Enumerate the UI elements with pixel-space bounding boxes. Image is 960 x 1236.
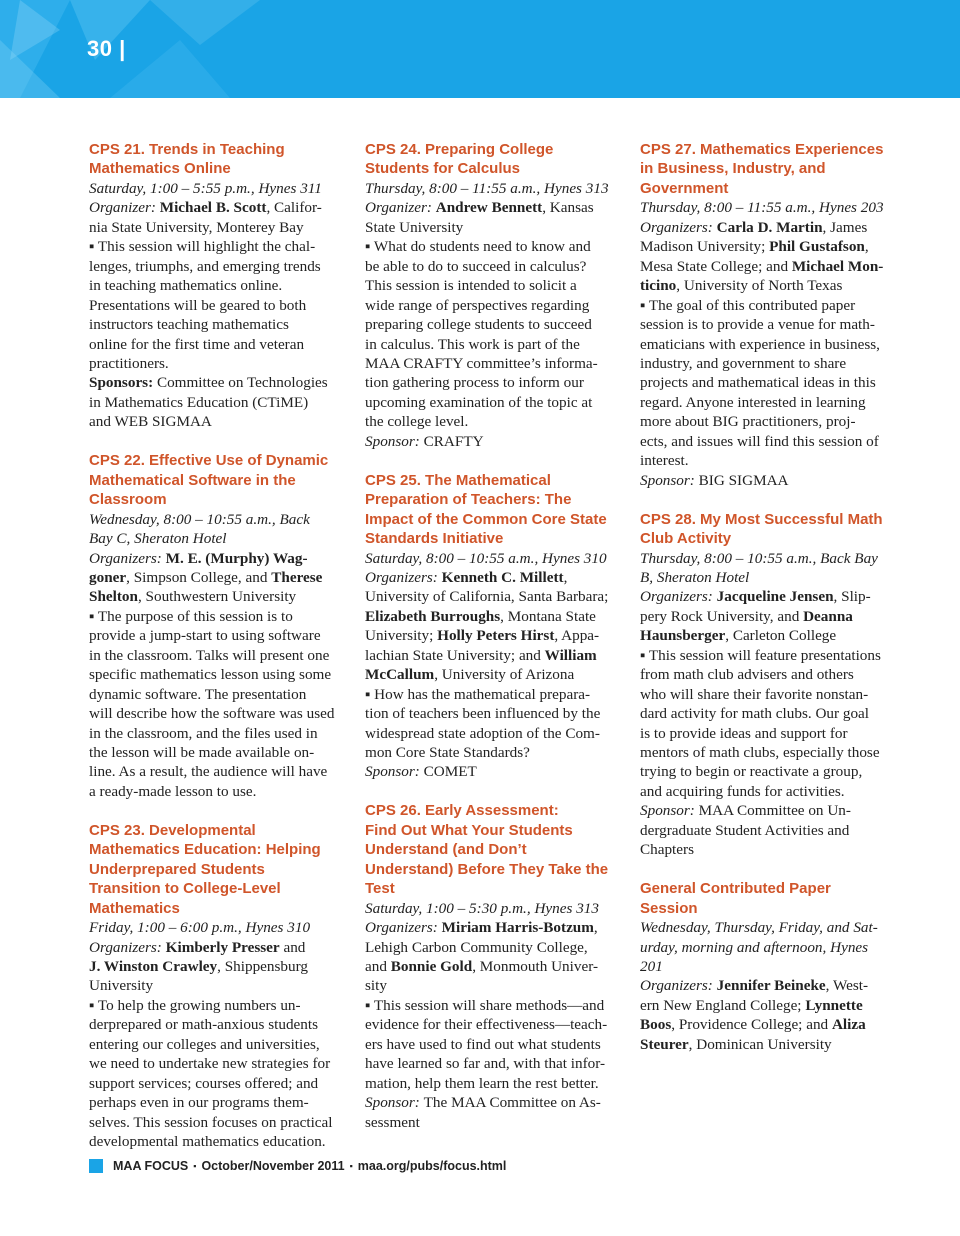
session-description-line: interest.	[640, 452, 689, 470]
sponsor-line	[640, 840, 900, 859]
organizer-affiliation: , Appa-	[554, 627, 600, 645]
session-description-line: perhaps even in our programs them-	[89, 1094, 309, 1112]
organizer-label: Organizers:	[89, 938, 166, 956]
column-3	[640, 140, 900, 1074]
session-time-location: Wednesday, Thursday, Friday, and Sat-	[640, 919, 878, 937]
organizer-name: goner	[89, 568, 127, 586]
session-description-line: selves. This session focuses on practical	[89, 1113, 333, 1131]
session-description-line: will describe how the software was used	[89, 705, 335, 723]
session-description-line: the college level.	[365, 413, 469, 431]
session-description-line: This session is intended to solicit a	[365, 277, 577, 295]
organizer-affiliation: Madison University;	[640, 238, 770, 256]
session-description-line: ematicians with experience in business,	[640, 335, 880, 353]
organizer-name: William	[544, 646, 597, 664]
session-title-line: CPS 25. The Mathematical	[365, 471, 551, 489]
footer-separator: ▪	[349, 1161, 353, 1171]
sponsor-line	[365, 1093, 625, 1112]
session-description-line: lenges, triumphs, and emerging trends	[89, 257, 321, 275]
session-block	[89, 821, 349, 1152]
session-description-line: ▪ The purpose of this session is to	[89, 607, 293, 625]
organizer-line	[640, 257, 900, 276]
session-title-line: CPS 26. Early Assessment:	[365, 802, 559, 820]
sponsor-name: CRAFTY	[423, 432, 484, 450]
organizer-line	[640, 976, 900, 995]
organizer-name: Haunsberger	[640, 627, 726, 645]
session-title-line: Impact of the Common Core State	[365, 510, 607, 528]
session-time-location: urday, morning and afternoon, Hynes	[640, 938, 869, 956]
session-block	[365, 801, 625, 1132]
page-number: 30 |	[87, 36, 126, 61]
session-title-line: CPS 24. Preparing College	[365, 141, 554, 158]
sponsor-line	[365, 762, 625, 781]
session-title-line: Preparation of Teachers: The	[365, 491, 572, 509]
session-title-line: Mathematics	[89, 899, 180, 917]
session-description-line: more about BIG practitioners, proj-	[640, 413, 856, 431]
organizer-line	[365, 568, 625, 587]
session-description-line: practitioners.	[89, 354, 169, 372]
organizer-affiliation: Lehigh Carbon Community College,	[365, 938, 588, 956]
organizer-line	[365, 938, 625, 957]
session-time-location: B, Sheraton Hotel	[640, 568, 750, 586]
organizer-affiliation: ,	[864, 238, 869, 256]
organizer-affiliation: , Carleton College	[725, 627, 837, 645]
footer-date: October/November 2011	[201, 1159, 345, 1173]
session-title-line: Government	[640, 179, 729, 197]
organizer-affiliation: , Dominican University	[688, 1035, 832, 1053]
organizer-line	[89, 198, 349, 217]
session-description-line: a ready-made lesson to use.	[89, 782, 257, 800]
session-description-line: session is to provide a venue for math-	[640, 316, 875, 334]
sponsor-name: and WEB SIGMAA	[89, 413, 212, 431]
sponsor-name: COMET	[423, 763, 477, 781]
session-title-line: Understand (and Don’t	[365, 841, 527, 859]
organizer-line	[640, 218, 900, 237]
organizer-name: Bonnie Gold	[390, 958, 473, 975]
session-time-location: 201	[640, 958, 663, 975]
session-description-line: industry, and government to share	[640, 354, 847, 372]
sponsor-name: The MAA Committee on As-	[423, 1094, 601, 1112]
session-block	[640, 140, 900, 490]
page-header-band	[0, 0, 960, 98]
sponsor-line	[89, 393, 349, 412]
organizer-line	[640, 1035, 900, 1054]
session-description-line: projects and mathematical ideas in this	[640, 374, 876, 392]
session-title-line: Mathematics Online	[89, 160, 231, 178]
session-description-line: who will share their favorite nonstan-	[640, 685, 869, 703]
organizer-affiliation: , University of Arizona	[434, 666, 575, 684]
session-description-line: entering our colleges and universities,	[89, 1035, 320, 1053]
sponsor-name: MAA Committee on Un-	[698, 802, 851, 820]
session-description-line: developmental mathematics education.	[89, 1133, 326, 1151]
session-description-line: in the classroom. Talks will present one	[89, 646, 330, 664]
session-description-line: MAA CRAFTY committee’s informa-	[365, 354, 598, 372]
organizer-label: Organizer:	[89, 199, 160, 217]
organizer-affiliation: Mesa State College; and	[640, 257, 792, 275]
organizer-affiliation: ,	[593, 919, 598, 937]
sponsor-name: Chapters	[640, 841, 694, 859]
sponsor-line	[365, 1113, 625, 1132]
organizer-line	[365, 626, 625, 645]
footer-url[interactable]: maa.org/pubs/focus.html	[357, 1159, 507, 1173]
session-title-line: Mathematics Education: Helping	[89, 841, 321, 859]
session-description-line: ers have used to find out what students	[365, 1035, 601, 1053]
session-description-line: line. As a result, the audience will have	[89, 763, 328, 781]
organizer-name: Deanna	[803, 607, 853, 625]
session-description-line: derprepared or math-anxious students	[89, 1016, 319, 1034]
organizer-affiliation: University	[89, 977, 154, 995]
session-description-line: dynamic software. The presentation	[89, 685, 307, 703]
session-time-location: Thursday, 8:00 – 11:55 a.m., Hynes 203	[640, 199, 884, 217]
session-block	[365, 471, 625, 782]
session-description-line: upcoming examination of the topic at	[365, 393, 593, 411]
session-description-line: tion gathering process to inform our	[365, 374, 584, 392]
sponsor-label: Sponsor:	[640, 471, 699, 489]
organizer-name: Lynnette	[805, 996, 863, 1014]
session-block	[89, 140, 349, 432]
session-title-line: CPS 22. Effective Use of Dynamic	[89, 452, 329, 470]
organizer-affiliation: , Califor-	[266, 199, 322, 217]
session-description-line: ▪ This session will highlight the chal-	[89, 238, 316, 256]
organizer-affiliation: , West-	[825, 977, 869, 995]
session-description-line: mon Core State Standards?	[365, 744, 530, 762]
session-description-line: Presentations will be geared to both	[89, 296, 307, 314]
organizer-label: Organizers:	[640, 588, 717, 606]
organizer-affiliation: , Southwestern University	[137, 588, 297, 606]
session-title-line: Classroom	[89, 491, 167, 509]
organizer-label: Organizers:	[365, 919, 442, 937]
session-title-line: Understand) Before They Take the	[365, 860, 609, 878]
session-block	[640, 879, 900, 1054]
session-block	[365, 140, 625, 451]
session-description-line: we need to undertake new strategies for	[89, 1055, 331, 1073]
organizer-name: Michael Mon-	[791, 257, 884, 275]
session-description-line: be able to do to succeed in calculus?	[365, 257, 587, 275]
organizer-name: Andrew Bennett	[435, 199, 543, 217]
session-time-location: Saturday, 1:00 – 5:30 p.m., Hynes 313	[365, 899, 599, 917]
sponsor-line	[89, 412, 349, 431]
session-title-line: Students for Calculus	[365, 160, 521, 178]
session-title-line: General Contributed Paper	[640, 880, 831, 898]
session-block	[640, 510, 900, 860]
organizer-label: Organizers:	[89, 549, 166, 567]
page-footer	[89, 1159, 506, 1173]
organizer-affiliation: , Montana State	[500, 607, 596, 625]
sponsor-label: Sponsor:	[365, 763, 424, 781]
session-description-line: mentors of math clubs, especially those	[640, 744, 880, 762]
sponsor-line	[89, 373, 349, 392]
organizer-name: Boos	[640, 1016, 672, 1034]
session-description-line: widespread state adoption of the Com-	[365, 724, 600, 742]
sponsor-name: in Mathematics Education (CTiME)	[89, 393, 309, 411]
sponsor-name: Committee on Technologies	[156, 374, 328, 392]
sponsor-label: Sponsors:	[89, 374, 157, 392]
session-title-line: CPS 28. My Most Successful Math	[640, 510, 883, 528]
session-description-line: in calculus. This work is part of the	[365, 335, 580, 353]
organizer-label: Organizers:	[640, 218, 717, 236]
organizer-affiliation: nia State University, Monterey Bay	[89, 218, 304, 236]
session-description-line: wide range of perspectives regarding	[365, 296, 590, 314]
sponsor-line	[640, 471, 900, 490]
organizer-affiliation: State University	[365, 218, 464, 236]
sponsor-name: BIG SIGMAA	[698, 471, 789, 489]
session-description-line: ▪ The goal of this contributed paper	[640, 296, 856, 314]
session-description-line: in teaching mathematics online.	[89, 277, 283, 295]
organizer-line	[365, 918, 625, 937]
organizer-name: Phil Gustafson	[769, 238, 865, 256]
footer-magazine: MAA FOCUS	[113, 1159, 189, 1173]
column-2	[365, 140, 625, 1152]
session-description-line: instructors teaching mathematics	[89, 316, 289, 334]
session-title-line: Find Out What Your Students	[365, 821, 573, 839]
session-description-line: ▪ What do students need to know and	[365, 238, 591, 256]
session-block	[89, 451, 349, 801]
organizer-name: M. E. (Murphy) Wag-	[165, 549, 308, 567]
organizer-affiliation: , Simpson College, and	[126, 568, 272, 586]
session-description-line: is to provide ideas and support for	[640, 724, 848, 742]
session-title-line: Standards Initiative	[365, 530, 504, 548]
column-1	[89, 140, 349, 1171]
sponsor-label: Sponsor:	[365, 1094, 424, 1112]
organizer-line	[89, 218, 349, 237]
session-description-line: mation, help them learn the rest better.	[365, 1074, 599, 1092]
blue-square-icon	[89, 1159, 103, 1173]
session-time-location: Friday, 1:00 – 6:00 p.m., Hynes 310	[89, 919, 311, 937]
organizer-line	[640, 607, 900, 626]
session-description-line: regard. Anyone interested in learning	[640, 393, 866, 411]
organizer-affiliation: , James	[822, 218, 868, 236]
session-description-line: specific mathematics lesson using some	[89, 666, 332, 684]
organizer-name: Aliza	[831, 1016, 866, 1034]
organizer-affiliation: lachian State University; and	[365, 646, 545, 664]
organizer-name: Michael B. Scott	[159, 199, 267, 217]
organizer-line	[89, 549, 349, 568]
sponsor-line	[640, 821, 900, 840]
organizer-label: Organizer:	[365, 199, 436, 217]
organizer-affiliation: and	[279, 938, 306, 956]
organizer-name: Miriam Harris-Botzum	[441, 919, 594, 937]
footer-separator: ▪	[193, 1161, 197, 1171]
session-description-line: provide a jump-start to using software	[89, 627, 321, 645]
organizer-line	[365, 957, 625, 976]
session-description-line: in the classroom, and the files used in	[89, 724, 318, 742]
session-title-line: CPS 21. Trends in Teaching	[89, 141, 285, 158]
session-description-line: from math club advisers and others	[640, 666, 854, 684]
sponsor-line	[365, 432, 625, 451]
organizer-line	[365, 646, 625, 665]
organizer-name: Holly Peters Hirst	[437, 627, 555, 645]
organizer-line	[365, 587, 625, 606]
organizer-line	[89, 976, 349, 995]
session-description-line: online for the first time and veteran	[89, 335, 305, 353]
session-description-line: ▪ How has the mathematical prepara-	[365, 685, 591, 703]
session-time-location: Thursday, 8:00 – 11:55 a.m., Hynes 313	[365, 179, 609, 197]
organizer-line	[640, 276, 900, 295]
organizer-name: Kimberly Presser	[165, 938, 280, 956]
session-description-line: trying to begin or reactivate a group,	[640, 763, 863, 781]
organizer-affiliation: , Shippensburg	[217, 958, 308, 975]
session-time-location: Thursday, 8:00 – 10:55 a.m., Back Bay	[640, 549, 878, 567]
organizer-line	[365, 665, 625, 684]
session-description-line: have learned so far and, with that infor-	[365, 1055, 606, 1073]
session-description-line: dard activity for math clubs. Our goal	[640, 705, 870, 723]
organizer-line	[89, 568, 349, 587]
session-time-location: Bay C, Sheraton Hotel	[89, 530, 227, 548]
organizer-line	[89, 938, 349, 957]
organizer-affiliation: University;	[365, 627, 438, 645]
session-description-line: and acquiring funds for activities.	[640, 782, 845, 800]
organizer-affiliation: University of California, Santa Barbara;	[365, 588, 609, 606]
organizer-affiliation: , Kansas	[542, 199, 594, 217]
organizer-label: Organizers:	[640, 977, 717, 995]
organizer-affiliation: , University of North Texas	[676, 277, 843, 295]
session-description-line: preparing college students to succeed	[365, 316, 592, 334]
organizer-affiliation: , Slip-	[833, 588, 871, 606]
organizer-affiliation: ,	[563, 568, 568, 586]
organizer-affiliation: sity	[365, 977, 387, 995]
session-description-line: ▪ To help the growing numbers un-	[89, 996, 301, 1014]
session-description-line: support services; courses offered; and	[89, 1074, 319, 1092]
sponsor-name: sessment	[365, 1113, 420, 1131]
organizer-label: Organizers:	[365, 568, 442, 586]
organizer-affiliation: , Providence College; and	[671, 1016, 832, 1034]
session-description-line: tion of teachers been influenced by the	[365, 705, 601, 723]
session-title-line: Underprepared Students	[89, 860, 265, 878]
session-title-line: Club Activity	[640, 530, 732, 548]
organizer-affiliation: , Monmouth Univer-	[472, 958, 599, 975]
organizer-name: Jennifer Beineke	[716, 977, 826, 995]
organizer-name: Steurer	[640, 1035, 689, 1053]
organizer-line	[89, 587, 349, 606]
organizer-affiliation: pery Rock University, and	[640, 607, 804, 625]
organizer-affiliation: ern New England College;	[640, 996, 806, 1014]
session-title-line: CPS 23. Developmental	[89, 821, 256, 839]
session-description-line: the lesson will be made available on-	[89, 744, 315, 762]
session-description-line: ▪ This session will feature presentations	[640, 646, 881, 664]
session-title-line: Test	[365, 880, 395, 898]
geometric-pattern-graphic	[0, 0, 400, 98]
organizer-name: Carla D. Martin	[716, 218, 823, 236]
organizer-name: Kenneth C. Millett	[441, 568, 564, 586]
session-title-line: in Business, Industry, and	[640, 160, 826, 178]
session-description-line: evidence for their effectiveness—teach-	[365, 1016, 608, 1034]
organizer-line	[365, 198, 625, 217]
session-title-line: Transition to College-Level	[89, 880, 281, 898]
organizer-name: Therese	[271, 568, 323, 586]
session-time-location: Saturday, 8:00 – 10:55 a.m., Hynes 310	[365, 549, 607, 567]
organizer-line	[365, 976, 625, 995]
organizer-name: Elizabeth Burroughs	[365, 607, 501, 625]
sponsor-name: dergraduate Student Activities and	[640, 821, 850, 839]
organizer-line	[640, 587, 900, 606]
session-description-line: ▪ This session will share methods—and	[365, 996, 605, 1014]
organizer-line	[640, 237, 900, 256]
session-title-line: Session	[640, 899, 698, 917]
organizer-name: McCallum	[365, 666, 435, 684]
organizer-name: Jacqueline Jensen	[716, 588, 834, 606]
sponsor-label: Sponsor:	[365, 432, 424, 450]
organizer-name: ticino	[640, 277, 677, 295]
organizer-affiliation: and	[365, 958, 391, 975]
session-time-location: Wednesday, 8:00 – 10:55 a.m., Back	[89, 510, 310, 528]
organizer-name: J. Winston Crawley	[89, 958, 218, 975]
session-time-location: Saturday, 1:00 – 5:55 p.m., Hynes 311	[89, 179, 322, 197]
session-title-line: Mathematical Software in the	[89, 471, 296, 489]
organizer-line	[640, 626, 900, 645]
organizer-line	[640, 996, 900, 1015]
organizer-name: Shelton	[89, 588, 138, 606]
organizer-line	[365, 218, 625, 237]
sponsor-line	[640, 801, 900, 820]
organizer-line	[89, 957, 349, 976]
organizer-line	[365, 607, 625, 626]
session-title-line: CPS 27. Mathematics Experiences	[640, 141, 884, 158]
sponsor-label: Sponsor:	[640, 802, 699, 820]
session-description-line: ects, and issues will find this session of	[640, 432, 879, 450]
organizer-line	[640, 1015, 900, 1034]
